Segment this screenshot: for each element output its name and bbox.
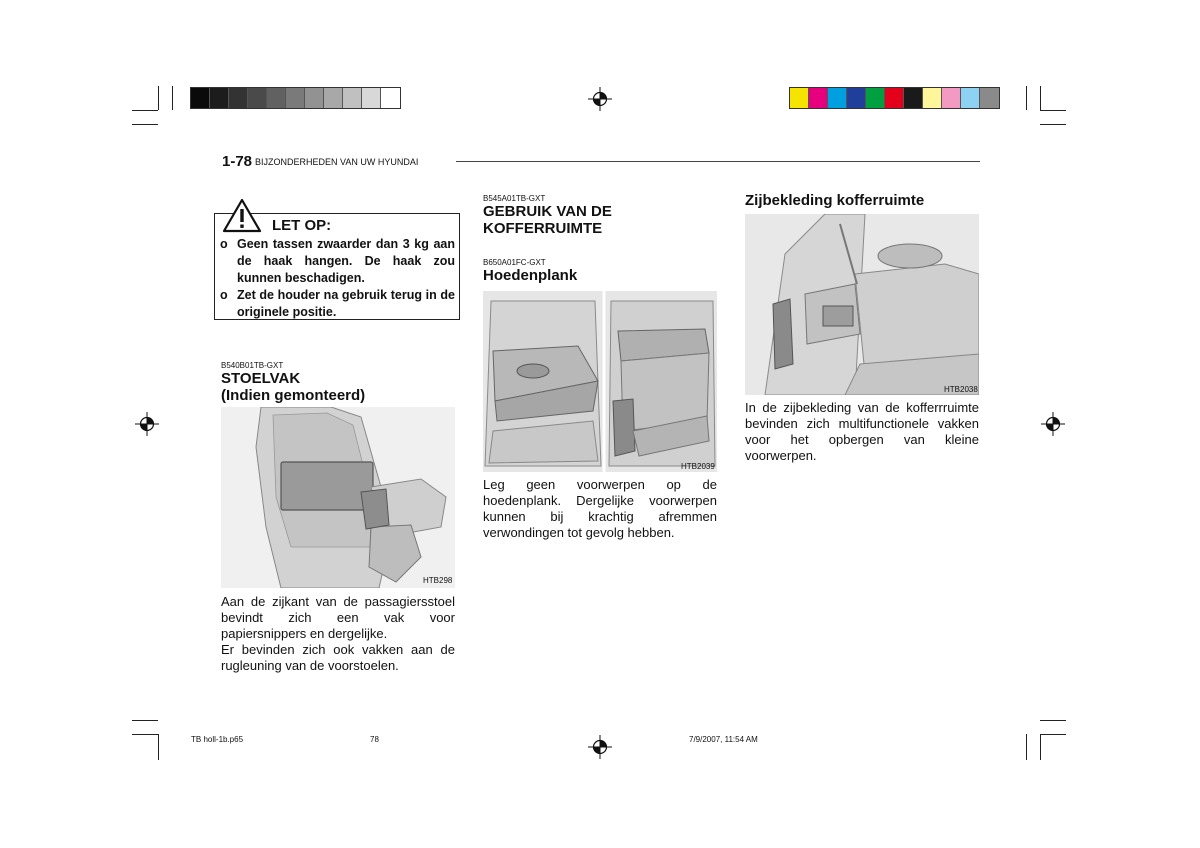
- section-code: B650A01FC-GXT: [483, 258, 546, 267]
- calibration-swatch: [210, 88, 229, 108]
- cargo-cover-illustration-icon: [483, 291, 717, 472]
- section-title: BIJZONDERHEDEN VAN UW HYUNDAI: [255, 157, 419, 167]
- figure-caption: HTB2038: [944, 385, 978, 394]
- crop-mark: [1040, 86, 1041, 110]
- calibration-swatch: [847, 88, 866, 108]
- calibration-swatch: [866, 88, 885, 108]
- crop-mark: [1026, 86, 1027, 110]
- crop-mark: [1026, 734, 1027, 760]
- color-calibration-bar: [789, 87, 1000, 109]
- calibration-swatch: [286, 88, 305, 108]
- crop-mark: [1040, 110, 1066, 111]
- crop-mark: [1040, 734, 1066, 735]
- header-rule: [456, 161, 980, 162]
- figure-caption: HTB2039: [681, 462, 715, 471]
- section-code: B540B01TB-GXT: [221, 361, 284, 370]
- calibration-swatch: [885, 88, 904, 108]
- section-heading: GEBRUIK VAN DE: [483, 203, 612, 220]
- registration-mark-icon: [1041, 412, 1065, 436]
- crop-mark: [132, 720, 158, 721]
- crop-mark: [132, 734, 158, 735]
- calibration-swatch: [229, 88, 248, 108]
- section-heading: Zijbekleding kofferruimte: [745, 192, 925, 209]
- crop-mark: [1040, 124, 1066, 125]
- crop-mark: [172, 86, 173, 110]
- section-heading: STOELVAK: [221, 370, 301, 387]
- footer-file-name: TB holl-1b.p65: [191, 735, 244, 744]
- registration-mark-icon: [588, 87, 612, 111]
- registration-mark-icon: [588, 735, 612, 759]
- crop-mark: [132, 110, 158, 111]
- crop-mark: [158, 734, 159, 760]
- section-code: B545A01TB-GXT: [483, 194, 546, 203]
- side-trim-illustration: [745, 214, 979, 395]
- figure-caption: HTB298: [423, 576, 453, 585]
- page-number: 1-78: [222, 153, 253, 170]
- section-heading: KOFFERRUIMTE: [483, 220, 603, 237]
- calibration-swatch: [324, 88, 343, 108]
- calibration-swatch: [980, 88, 999, 108]
- section-heading: (Indien gemonteerd): [221, 387, 366, 404]
- crop-mark: [158, 86, 159, 110]
- warning-title: LET OP:: [272, 217, 332, 234]
- grayscale-calibration-bar: [190, 87, 401, 109]
- calibration-swatch: [267, 88, 286, 108]
- warning-item: o Zet de houder na gebruik terug in de originele positie.: [220, 287, 455, 321]
- calibration-swatch: [362, 88, 381, 108]
- body-paragraph: Er bevinden zich ook vakken aan de rugleuning van de voorstoelen.: [221, 642, 455, 673]
- warning-list: [220, 236, 455, 321]
- calibration-swatch: [809, 88, 828, 108]
- body-paragraph: Leg geen voorwerpen op de hoedenplank. Dergelijke voorwerpen kunnen bij krachtig afremmen verwondingen tot gevolg hebben.: [483, 477, 717, 540]
- crop-mark: [132, 124, 158, 125]
- body-paragraph: Aan de zijkant van de passagiersstoel bevindt zich een vak voor papiersnippers en dergelijke.: [221, 594, 455, 641]
- footer-timestamp: 7/9/2007, 11:54 AM: [689, 735, 758, 744]
- footer-page: 78: [370, 735, 379, 744]
- registration-mark-icon: [135, 412, 159, 436]
- calibration-swatch: [790, 88, 809, 108]
- warning-triangle-icon: [222, 198, 262, 234]
- calibration-swatch: [923, 88, 942, 108]
- calibration-swatch: [305, 88, 324, 108]
- crop-mark: [1040, 734, 1041, 760]
- calibration-swatch: [961, 88, 980, 108]
- calibration-swatch: [248, 88, 267, 108]
- body-paragraph: In de zijbekleding van de kofferrruimte bevinden zich multifunctionele vakken voor het opbergen van kleine voorwerpen.: [745, 400, 979, 463]
- warning-item: o Geen tassen zwaarder dan 3 kg aan de haak hangen. De haak zou kunnen beschadigen.: [220, 236, 455, 287]
- calibration-swatch: [904, 88, 923, 108]
- section-heading: Hoedenplank: [483, 267, 578, 284]
- seat-illustration-icon: [221, 407, 455, 588]
- calibration-swatch: [942, 88, 961, 108]
- seat-pocket-illustration: [221, 407, 455, 588]
- calibration-swatch: [828, 88, 847, 108]
- side-trim-illustration-icon: [745, 214, 979, 395]
- crop-mark: [1040, 720, 1066, 721]
- calibration-swatch: [191, 88, 210, 108]
- calibration-swatch: [343, 88, 362, 108]
- calibration-swatch: [381, 88, 400, 108]
- cargo-cover-illustration: [483, 291, 717, 472]
